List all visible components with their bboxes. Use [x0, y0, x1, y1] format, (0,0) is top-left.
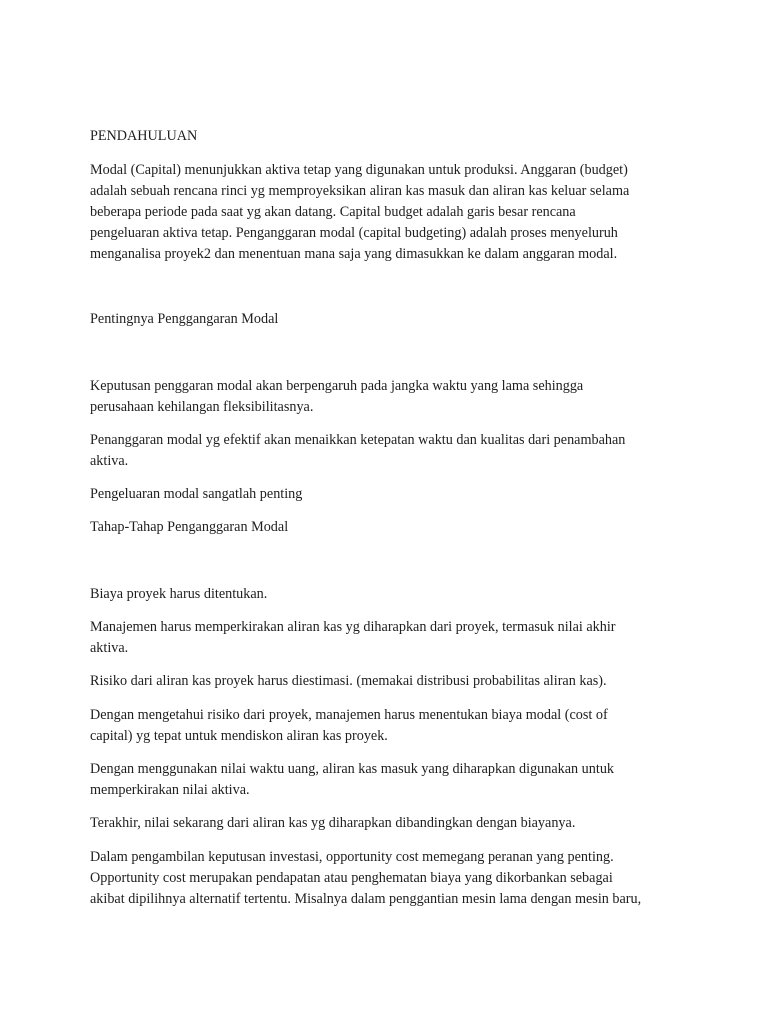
paragraph-line: Manajemen harus memperkirakan aliran kas yg diharapkan dari proyek, termasuk nilai akhir: [90, 619, 616, 635]
paragraph-line: Opportunity cost merupakan pendapatan atau penghematan biaya yang dikorbankan sebagai: [90, 870, 613, 886]
paragraph-line: perusahaan kehilangan fleksibilitasnya.: [90, 399, 314, 415]
importance-paragraph-3: Pengeluaran modal sangatlah penting: [90, 486, 303, 502]
opportunity-paragraph: [90, 847, 690, 910]
intro-paragraph: [90, 160, 690, 265]
paragraph-line: Dengan mengetahui risiko dari proyek, manajemen harus menentukan biaya modal (cost of: [90, 707, 608, 723]
importance-paragraph-1: [90, 376, 690, 418]
paragraph-line: Dengan menggunakan nilai waktu uang, aliran kas masuk yang diharapkan digunakan untuk: [90, 761, 615, 777]
intro-line: menganalisa proyek2 dan menentuan mana saja yang dimasukkan ke dalam anggaran modal.: [90, 246, 618, 262]
paragraph-line: Dalam pengambilan keputusan investasi, opportunity cost memegang peranan yang penting.: [90, 849, 614, 865]
paragraph-line: akibat dipilihnya alternatif tertentu. Misalnya dalam penggantian mesin lama dengan mesin baru,: [90, 891, 642, 907]
document-title: PENDAHULUAN: [90, 128, 198, 144]
stage-paragraph-1: Biaya proyek harus ditentukan.: [90, 586, 268, 602]
intro-line: pengeluaran aktiva tetap. Penganggaran modal (capital budgeting) adalah proses menyeluruh: [90, 225, 618, 241]
stage-paragraph-3: Risiko dari aliran kas proyek harus diestimasi. (memakai distribusi probabilitas aliran kas).: [90, 673, 607, 689]
heading-stages: Tahap-Tahap Penganggaran Modal: [90, 519, 289, 535]
intro-line: adalah sebuah rencana rinci yg memproyeksikan aliran kas masuk dan aliran kas keluar selama: [90, 183, 630, 199]
intro-line: Modal (Capital) menunjukkan aktiva tetap yang digunakan untuk produksi. Anggaran (budget): [90, 162, 628, 178]
paragraph-line: Penanggaran modal yg efektif akan menaikkan ketepatan waktu dan kualitas dari penambahan: [90, 432, 626, 448]
paragraph-line: aktiva.: [90, 640, 129, 656]
stage-paragraph-5: [90, 759, 690, 801]
paragraph-line: Keputusan penggaran modal akan berpengaruh pada jangka waktu yang lama sehingga: [90, 378, 584, 394]
intro-line: beberapa periode pada saat yg akan datang. Capital budget adalah garis besar rencana: [90, 204, 576, 220]
paragraph-line: memperkirakan nilai aktiva.: [90, 782, 250, 798]
stage-paragraph-6: Terakhir, nilai sekarang dari aliran kas yg diharapkan dibandingkan dengan biayanya.: [90, 815, 576, 831]
paragraph-line: capital) yg tepat untuk mendiskon aliran kas proyek.: [90, 728, 388, 744]
importance-paragraph-2: [90, 430, 690, 472]
heading-importance: Pentingnya Penggangaran Modal: [90, 311, 279, 327]
stage-paragraph-4: [90, 705, 690, 747]
paragraph-line: aktiva.: [90, 453, 129, 469]
stage-paragraph-2: [90, 617, 690, 659]
